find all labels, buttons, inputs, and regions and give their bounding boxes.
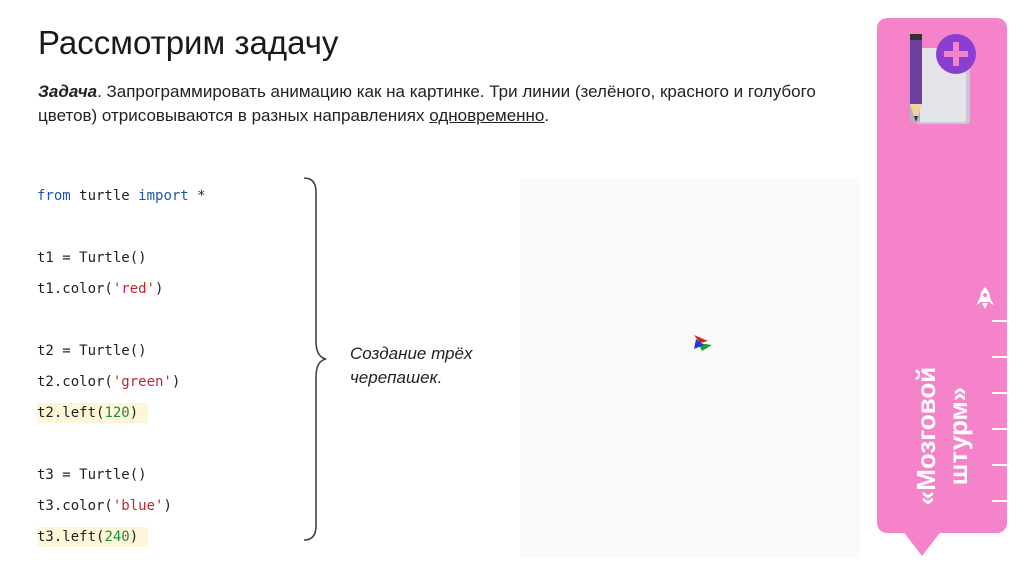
curly-brace-icon	[300, 176, 330, 542]
code-text: *	[188, 188, 206, 204]
note-line-1: Создание трёх	[350, 344, 473, 363]
task-end: .	[544, 106, 550, 125]
code-number: 240	[104, 529, 130, 545]
annotation-note	[350, 342, 530, 390]
turtle-canvas	[520, 178, 860, 558]
code-line-4: t2 = Turtle()	[37, 343, 147, 359]
code-string: 'green'	[112, 374, 172, 390]
task-underlined-word: одновременно	[429, 106, 545, 125]
sidebar-label-line-1: «Мозговой	[911, 366, 941, 506]
code-text: )	[163, 498, 172, 514]
code-keyword: from	[37, 188, 71, 204]
code-text: )	[155, 281, 164, 297]
code-number: 120	[104, 405, 130, 421]
task-description	[38, 80, 868, 128]
code-text: turtle	[70, 188, 139, 204]
sidebar-label-line-2: штурм»	[943, 386, 973, 486]
code-line-1	[37, 186, 206, 206]
code-line-5	[37, 372, 180, 392]
code-text: )	[129, 405, 139, 421]
code-line-2: t1 = Turtle()	[37, 250, 147, 266]
sidebar-label	[910, 336, 980, 536]
turtle-arrows-icon	[692, 333, 716, 355]
sidebar-ruler	[988, 320, 1008, 520]
slide-title: Рассмотрим задачу	[38, 24, 339, 61]
task-label: Задача	[38, 82, 98, 101]
rocket-icon	[975, 286, 995, 310]
code-string: 'blue'	[112, 498, 164, 514]
code-keyword: import	[138, 188, 189, 204]
code-string: 'red'	[112, 281, 156, 297]
task-text: . Запрограммировать анимацию как на картинке. Три линии (зелёного, красного и голубого цветов) отрисовываются в разных направлениях	[38, 82, 816, 125]
code-text: t2.color(	[37, 374, 113, 390]
code-text: t2.left(	[37, 405, 105, 421]
code-line-8	[37, 496, 172, 516]
code-text: )	[171, 374, 181, 390]
code-line-7: t3 = Turtle()	[37, 467, 147, 483]
code-text: t3.color(	[37, 498, 113, 514]
code-text: )	[129, 529, 139, 545]
code-text: t3.left(	[37, 529, 105, 545]
notebook-pencil-icon	[898, 30, 978, 128]
note-line-2: черепашек.	[350, 368, 443, 387]
code-line-6-highlighted	[37, 403, 148, 423]
code-line-9-highlighted	[37, 527, 148, 547]
code-line-3	[37, 279, 163, 299]
code-text: t1.color(	[37, 281, 113, 297]
